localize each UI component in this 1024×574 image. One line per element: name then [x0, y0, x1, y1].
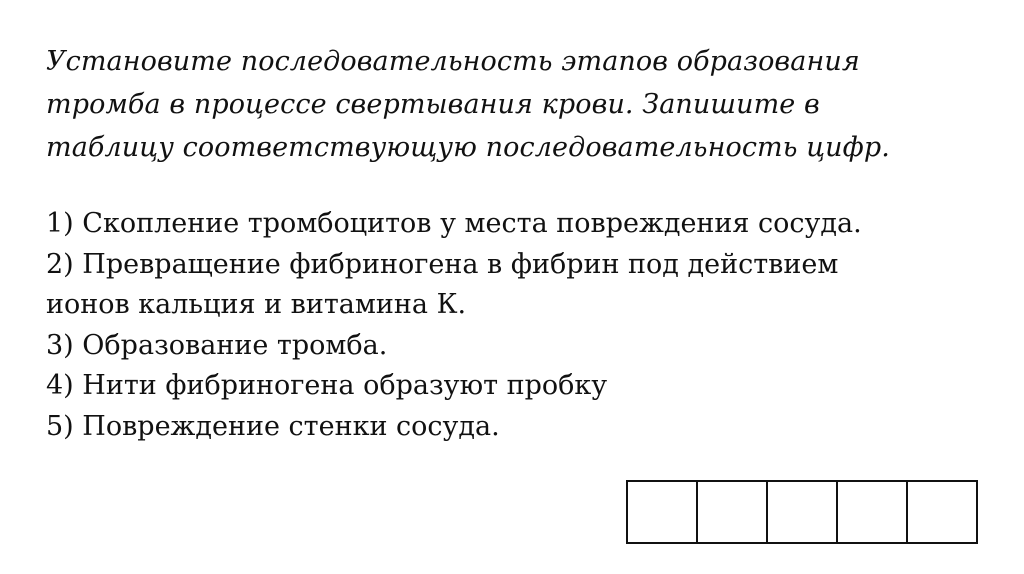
step-item: 4) Нити фибриногена образуют пробку: [46, 370, 608, 401]
question-line: таблицу соответствующую последовательность цифр.: [46, 132, 890, 163]
answer-cell[interactable]: [697, 481, 767, 543]
answer-cell[interactable]: [767, 481, 837, 543]
step-item: 5) Повреждение стенки сосуда.: [46, 410, 500, 442]
question-text: [46, 40, 1006, 169]
step-item: 3) Образование тромба.: [46, 329, 388, 361]
answer-row: [627, 481, 977, 543]
question-line: Установите последовательность этапов образования: [46, 46, 860, 77]
question-line: тромба в процессе свертывания крови. Запишите в: [46, 89, 820, 120]
step-item: 2) Превращение фибриногена в фибрин под действием: [46, 248, 839, 280]
step-item-continuation: ионов кальция и витамина К.: [46, 289, 467, 320]
answer-cell[interactable]: [627, 481, 697, 543]
answer-table: [626, 480, 978, 544]
answer-cell[interactable]: [907, 481, 977, 543]
steps-list: [46, 204, 1006, 447]
step-item: 1) Скопление тромбоцитов у места повреждения сосуда.: [46, 208, 862, 239]
answer-cell[interactable]: [837, 481, 907, 543]
